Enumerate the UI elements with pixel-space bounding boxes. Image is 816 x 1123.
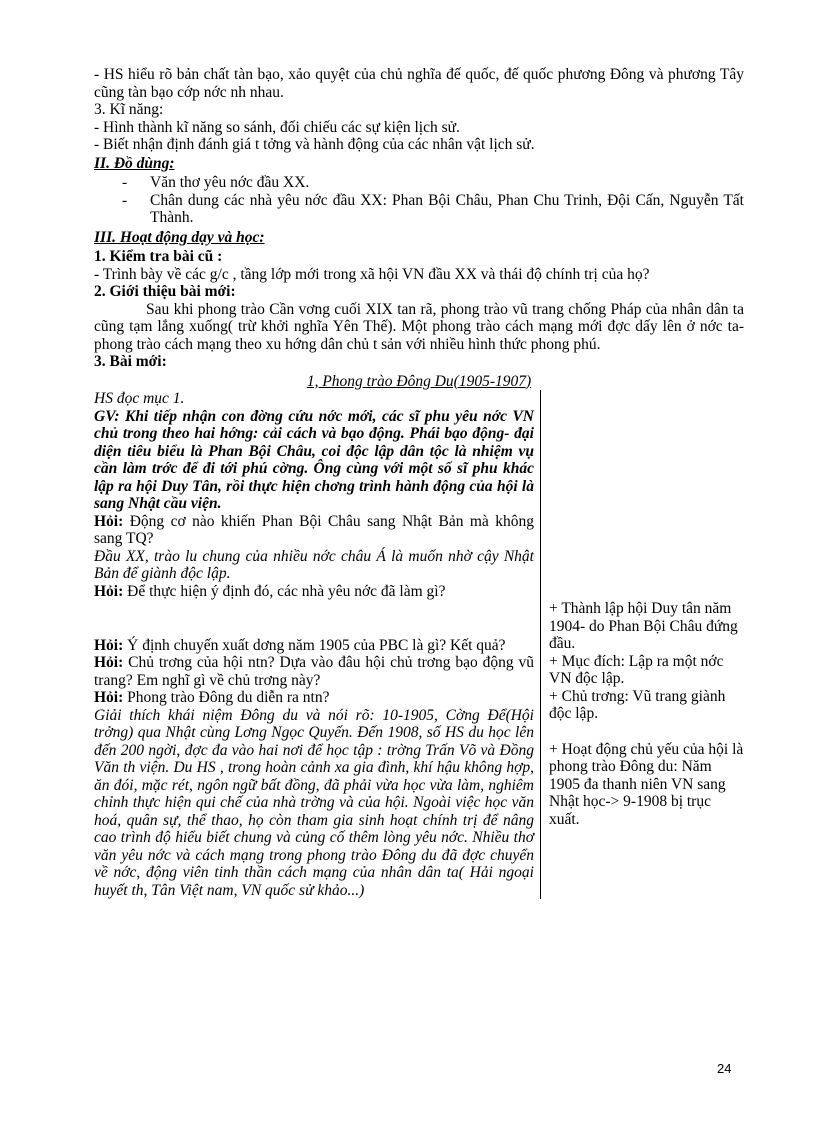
question-label: Hỏi: <box>94 654 124 671</box>
material-item: - Chân dung các nhà yêu nớc đầu XX: Phan Bội Châu, Phan Chu Trinh, Đội Cấn, Nguyễn Tất Thành. <box>122 192 744 227</box>
question-label: Hỏi: <box>94 582 124 600</box>
section-3-title: III. Hoạt động dạy và học: <box>94 228 265 246</box>
material-item: - Văn thơ yêu nớc đầu XX. <box>122 174 744 192</box>
intro-heading: 2. Giới thiệu bài mới: <box>94 283 236 300</box>
content-point: + Mục đích: Lập ra một nớc VN độc lập. <box>549 652 724 687</box>
read-instruction: HS đọc mục 1. <box>94 390 185 407</box>
lesson-table <box>94 390 744 899</box>
question-label: Hỏi: <box>94 512 124 530</box>
skills-heading: 3. Kĩ năng: <box>94 101 164 118</box>
content-point: + Chủ trơng: Vũ trang giành độc lập. <box>549 687 726 722</box>
content-column <box>540 390 744 899</box>
question-5 <box>94 689 534 707</box>
skill-line: - Biết nhận định đánh giá t tởng và hành động của các nhân vật lịch sử. <box>94 136 535 153</box>
page-number: 24 <box>717 1061 732 1076</box>
question-text: Chủ trơng của hội ntn? Dựa vào đâu hội chủ trơng bạo động vũ trang? Em nghĩ gì về chủ trơng này? <box>94 654 534 689</box>
materials-list <box>122 174 744 227</box>
question-1 <box>94 513 534 548</box>
skill-line: - Hình thành kĩ năng so sánh, đối chiếu các sự kiện lịch sử. <box>94 118 460 136</box>
part-title: 1, Phong trào Đông Du(1905-1907) <box>306 372 532 390</box>
question-2 <box>94 583 534 637</box>
teacher-column <box>94 390 540 899</box>
content-point: + Hoạt động chủ yếu của hội là phong trào Đông du: Năm 1905 đa thanh niên VN sang Nhật học-> 9-1908 bị trục xuất. <box>549 740 744 828</box>
question-label: Hỏi: <box>94 636 124 654</box>
content-point: + Thành lập hội Duy tân năm 1904- do Phan Bội Châu đứng đầu. <box>549 600 738 652</box>
check-text: - Trình bày về các g/c , tầng lớp mới trong xã hội VN đầu XX và thái độ chính trị của họ? <box>94 265 650 283</box>
intro-text: Sau khi phong trào Cần vơng cuối XIX tan rã, phong trào vũ trang chống Pháp của nhân dân ta cũng tạm lắng xuống( trừ khởi nghĩa Yên Thế). Một phong trào cách mạng mới đợc dấy lên ở nớc ta- phong trào cách mạng theo xu hớng dân chủ t sản với nhiều hình thức phong phú. <box>94 300 744 353</box>
question-text: Động cơ nào khiến Phan Bội Châu sang Nhật Bản mà không sang TQ? <box>94 512 534 547</box>
teacher-note: GV: Khi tiếp nhận con đờng cứu nớc mới, các sĩ phu yêu nớc VN chủ trong theo hai hớng: cải cách và bạo động. Phái bạo động- đại diện tiêu biểu là Phan Bội Châu, coi độc lập dân tộc là nhiệm vụ cần làm trớc để đi tới phú cờng. Ông cùng với một số sĩ phu khác lập ra hội Duy Tân, rồi thực hiện chơng trình hành động của hội là sang Nhật cầu viện. <box>94 407 534 512</box>
new-lesson-heading: 3. Bài mới: <box>94 353 167 370</box>
question-text: Phong trào Đông du diễn ra ntn? <box>123 689 330 706</box>
explanation: Giải thích khái niệm Đông du và nói rõ: 10-1905, Cờng Để(Hội trởng) qua Nhật cùng Lơng Ngọc Quyến. Đến 1908, số HS du học lên đến 200 ngời, đợc đa vào hai nơi để học tập : trờng Trấn Võ và Đồng Văn th viện. Du HS , trong hoàn cảnh xa gia đình, khí hậu không hợp, ăn đói, mặc rét, ngôn ngữ bất đồng, đã phải vừa học vừa làm, nghiêm chỉnh thực hiện qui chế của nhà trờng và của hội. Ngoài việc học văn hoá, quân sự, thể thao, họ còn tham gia sinh hoạt chính trị để nâng cao trình độ hiểu biết chung và củng cố thêm lòng yêu nớc. Nhiều thơ văn yêu nớc và cách mạng trong phong trào Đông du đã đợc chuyển về nớc, động viên tinh thần cách mạng của nhân dân ta( Hải ngoại huyết th, Tân Việt nam, VN quốc sử khảo...) <box>94 706 534 899</box>
question-text: Ý định chuyến xuất dơng năm 1905 của PBC là gì? Kết quả? <box>123 636 506 654</box>
question-3 <box>94 637 534 655</box>
answer-1: Đầu XX, trào lu chung của nhiều nớc châu Á là muốn nhờ cậy Nhật Bản để giành độc lập. <box>94 547 534 582</box>
objective-line: - HS hiểu rõ bản chất tàn bạo, xảo quyệt của chủ nghĩa đế quốc, đế quốc phương Đông và phương Tây cũng tàn bạo cớp nớc nh nhau. <box>94 66 744 101</box>
question-label: Hỏi: <box>94 689 124 706</box>
document-page <box>94 66 744 899</box>
question-4 <box>94 654 534 689</box>
question-text: Để thực hiện ý định đó, các nhà yêu nớc đã làm gì? <box>123 582 446 600</box>
check-heading: 1. Kiểm tra bài cũ : <box>94 248 223 265</box>
section-2-title: II. Đồ dùng: <box>94 154 175 172</box>
